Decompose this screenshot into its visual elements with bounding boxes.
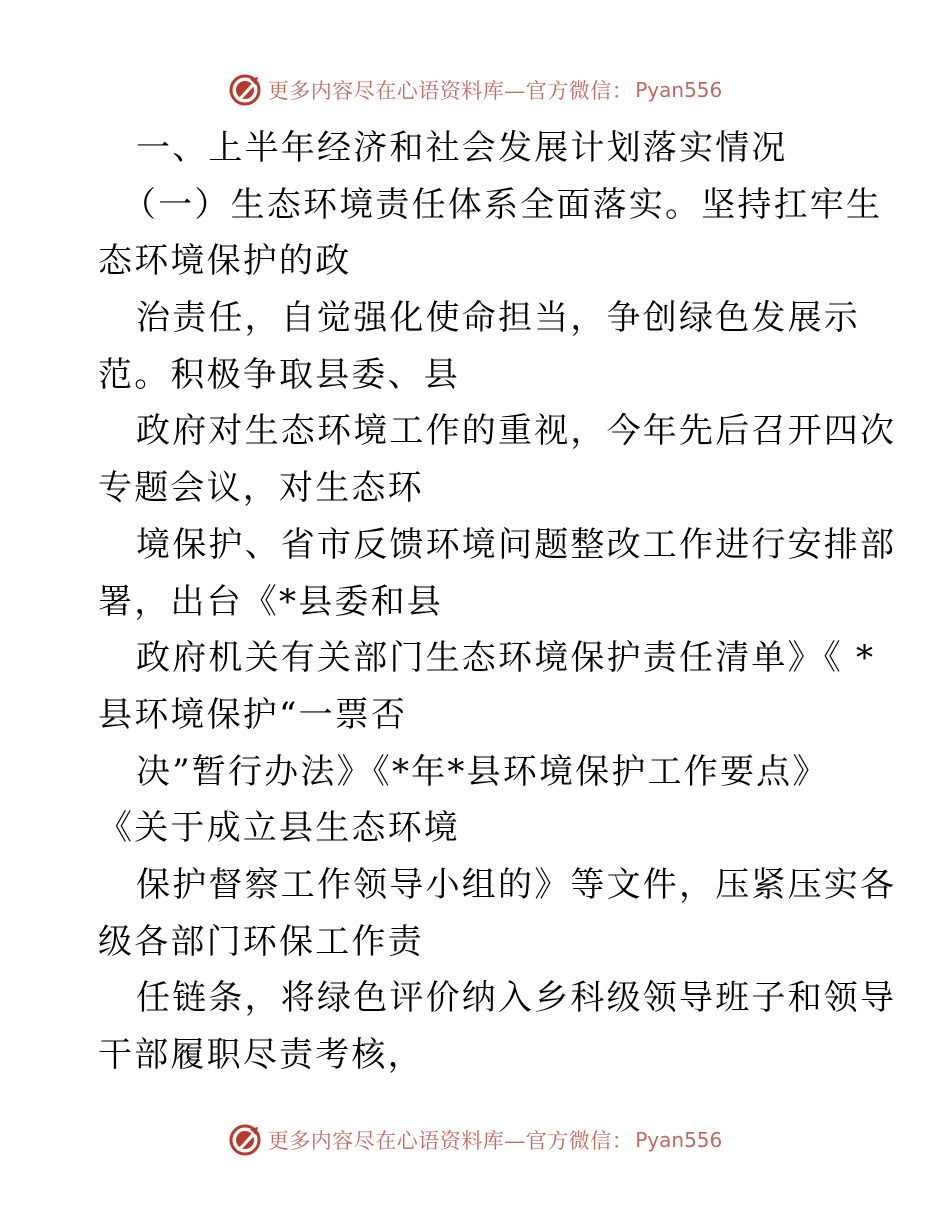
paragraph-line: （一）生态环境责任体系全面落实。坚持扛牢生 [122,184,883,225]
quill-pen-seal-icon [228,73,262,107]
paragraph-line: 决”暂行办法》《*年*县环境保护工作要点》 [136,751,829,792]
paragraph-line: 态环境保护的政 [98,241,352,282]
paragraph-line: 保护督察工作领导小组的》等文件，压紧压实各 [136,864,897,905]
paragraph-line: 治责任，自觉强化使命担当，争创绿色发展示 [136,298,860,339]
paragraph-line: 级各部门环保工作责 [98,921,424,962]
section-heading: 一、上半年经济和社会发展计划落实情况 [136,128,788,168]
header-watermark-banner [0,70,950,110]
paragraph-line: 专题会议，对生态环 [98,468,424,509]
paragraph-line: 署，出台《*县委和县 [98,581,443,622]
paragraph-line: 《关于成立县生态环境 [98,808,460,849]
paragraph-line: 政府对生态环境工作的重视，今年先后召开四次 [136,411,897,452]
paragraph-line: 政府机关有关部门生态环境保护责任清单》《 * [136,638,876,679]
quill-pen-seal-icon [228,1123,262,1157]
paragraph-line: 任链条，将绿色评价纳入乡科级领导班子和领导 [136,978,897,1019]
paragraph-line: 干部履职尽责考核， [98,1035,424,1075]
footer-banner-wechat-id: Pyan556 [635,1128,723,1152]
footer-watermark-banner [0,1120,950,1160]
paragraph-line: 县环境保护“一票否 [98,694,408,735]
paragraph-line: 境保护、省市反馈环境问题整改工作进行安排部 [136,524,897,565]
header-banner-text: 更多内容尽在心语资料库—官方微信： [267,79,634,103]
header-banner-wechat-id: Pyan556 [635,78,723,102]
footer-banner-text: 更多内容尽在心语资料库—官方微信： [267,1129,634,1153]
document-body [98,120,897,1084]
paragraph-line: 范。积极争取县委、县 [98,354,460,395]
